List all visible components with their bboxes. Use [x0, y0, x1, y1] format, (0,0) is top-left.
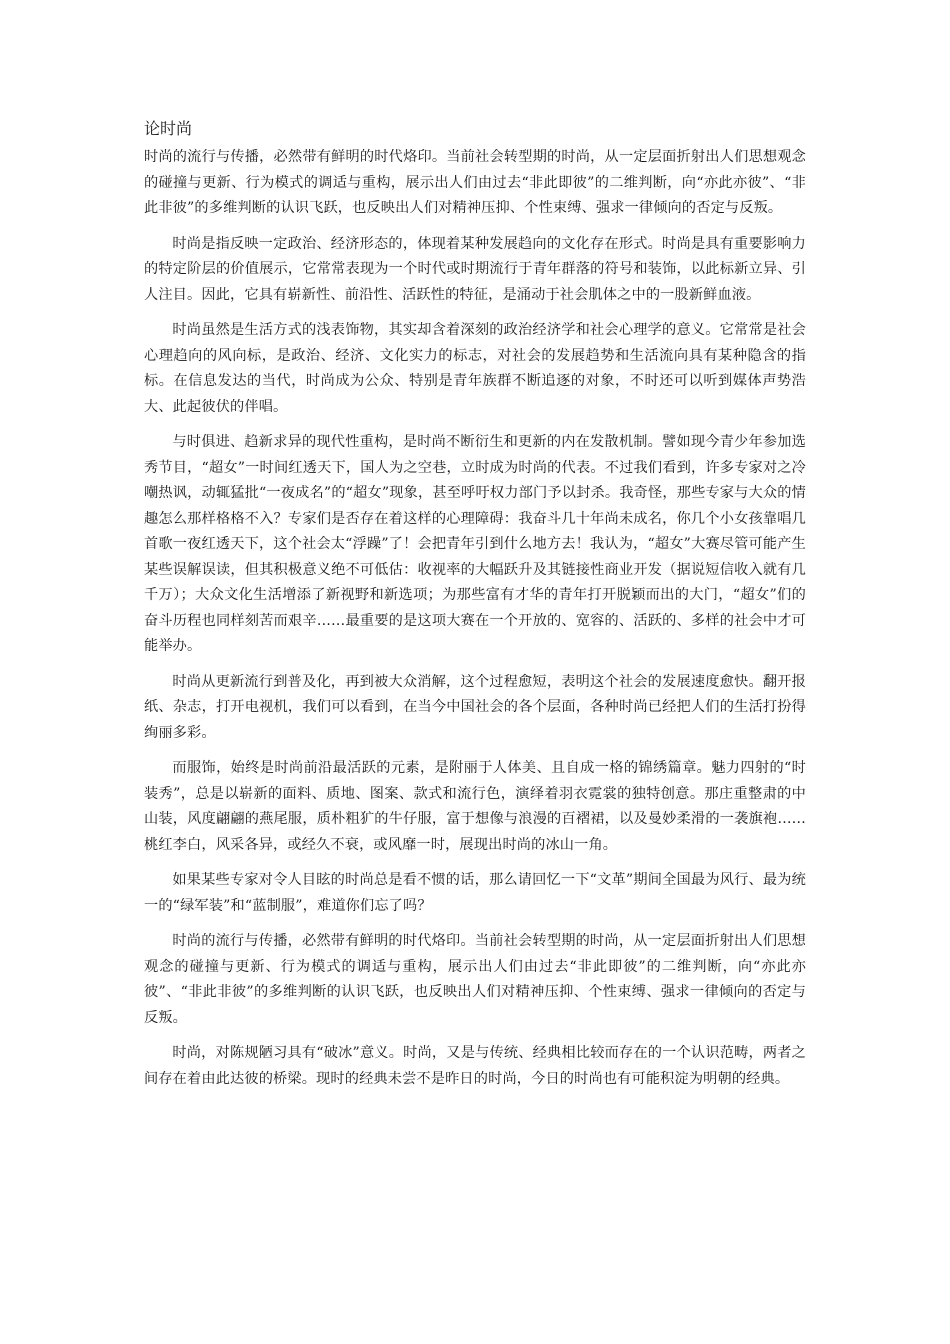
paragraph-6: 而服饰，始终是时尚前沿最活跃的元素，是附丽于人体美、且自成一格的锦绣篇章。魅力四射的“时装秀”，总是以崭新的面料、质地、图案、款式和流行色，演绎着羽衣霓裳的独特创意。那庄重整肃的中山装，风度翩翩的燕尾服，质朴粗犷的牛仔服，富于想像与浪漫的百褶裙，以及曼妙柔滑的一袭旗袍……桃红李白，风采各异，或经久不衰，或风靡一时，展现出时尚的冰山一角。 [144, 760, 806, 853]
paragraph-8: 时尚的流行与传播，必然带有鲜明的时代烙印。当前社会转型期的时尚，从一定层面折射出人们思想观念的碰撞与更新、行为模式的调适与重构，展示出人们由过去“非此即彼”的二维判断，向“亦此亦彼”、“非此非彼”的多维判断的认识飞跃，也反映出人们对精神压抑、个性束缚、强求一律倾向的否定与反叛。 [144, 933, 806, 1026]
document-body [144, 145, 806, 1102]
paragraph-5: 时尚从更新流行到普及化，再到被大众消解，这个过程愈短，表明这个社会的发展速度愈快。翻开报纸、杂志，打开电视机，我们可以看到，在当今中国社会的各个层面，各种时尚已经把人们的生活打扮得绚丽多彩。 [144, 673, 806, 741]
document-title: 论时尚 [144, 119, 193, 138]
paragraph-9: 时尚，对陈规陋习具有“破冰”意义。时尚，又是与传统、经典相比较而存在的一个认识范畴，两者之间存在着由此达彼的桥梁。现时的经典未尝不是昨日的时尚，今日的时尚也有可能积淀为明朝的经典。 [144, 1045, 806, 1087]
paragraph-4: 与时俱进、趋新求异的现代性重构，是时尚不断衍生和更新的内在发散机制。譬如现今青少年参加选秀节目，“超女”一时间红透天下，国人为之空巷，立时成为时尚的代表。不过我们看到，许多专家对之冷嘲热讽，动辄猛批“一夜成名”的“超女”现象，甚至呼吁权力部门予以封杀。我奇怪，那些专家与大众的情趣怎么那样格格不入？专家们是否存在着这样的心理障碍：我奋斗几十年尚未成名，你几个小女孩靠唱几首歌一夜红透天下，这个社会太“浮躁”了！会把青年引到什么地方去！我认为，“超女”大赛尽管可能产生某些误解误读，但其积极意义绝不可低估：收视率的大幅跃升及其链接性商业开发（据说短信收入就有几千万）；大众文化生活增添了新视野和新选项；为那些富有才华的青年打开脱颖而出的大门，“超女”们的奋斗历程也同样刻苦而艰辛……最重要的是这项大赛在一个开放的、宽容的、活跃的、多样的社会中才可能举办。 [144, 434, 806, 654]
paragraph-3: 时尚虽然是生活方式的浅表饰物，其实却含着深刻的政治经济学和社会心理学的意义。它常常是社会心理趋向的风向标，是政治、经济、文化实力的标志，对社会的发展趋势和生活流向具有某种隐含的指标。在信息发达的当代，时尚成为公众、特别是青年族群不断追逐的对象，不时还可以听到媒体声势浩大、此起彼伏的伴唱。 [144, 322, 806, 415]
paragraph-7: 如果某些专家对令人目眩的时尚总是看不惯的话，那么请回忆一下“文革”期间全国最为风行、最为统一的“绿军装”和“蓝制服”，难道你们忘了吗？ [144, 872, 806, 914]
paragraph-2: 时尚是指反映一定政治、经济形态的，体现着某种发展趋向的文化存在形式。时尚是具有重要影响力的特定阶层的价值展示，它常常表现为一个时代或时期流行于青年群落的符号和装饰，以此标新立异、引人注目。因此，它具有崭新性、前沿性、活跃性的特征，是涌动于社会肌体之中的一股新鲜血液。 [144, 235, 806, 303]
paragraph-1: 时尚的流行与传播，必然带有鲜明的时代烙印。当前社会转型期的时尚，从一定层面折射出人们思想观念的碰撞与更新、行为模式的调适与重构，展示出人们由过去“非此即彼”的二维判断，向“亦此亦彼”、“非此非彼”的多维判断的认识飞跃，也反映出人们对精神压抑、个性束缚、强求一律倾向的否定与反叛。 [144, 149, 806, 216]
